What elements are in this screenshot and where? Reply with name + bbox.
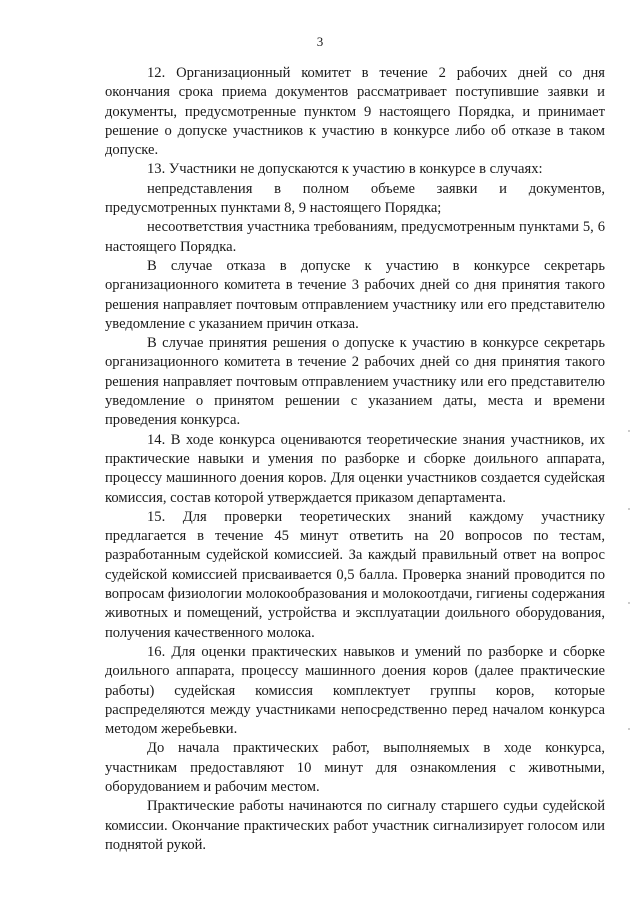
scan-artifact — [628, 728, 630, 730]
paragraph-refusal-notice: В случае отказа в допуске к участию в конкурсе секретарь организационного комитета в течение 3 рабочих дней со дня принятия такого решения направляет почтовым отправлением участнику или его представителю уведомление с указанием причин отказа. — [105, 257, 605, 332]
paragraph-14: 14. В ходе конкурса оцениваются теоретические знания участников, их практические навыки и умения по разборке и сборке доильного аппарата, процессу машинного доения коров. Для оценки участников создается судейская комиссия, состав которой утверждается приказом департамента. — [105, 431, 605, 506]
paragraph-practical-start: Практические работы начинаются по сигналу старшего судьи судейской комиссии. Окончание практических работ участник сигнализирует голосом или поднятой рукой. — [105, 798, 605, 853]
page-number: 3 — [316, 34, 324, 49]
scan-artifact — [628, 430, 630, 432]
paragraph-13-item-2: несоответствия участника требованиям, предусмотренным пунктами 5, 6 настоящего Порядка. — [105, 219, 605, 255]
paragraph-13-item-1: непредставления в полном объеме заявки и документов, предусмотренных пунктами 8, 9 настоящего Порядка; — [105, 180, 605, 217]
paragraph-admission-notice: В случае принятия решения о допуске к участию в конкурсе секретарь организационного комитета в течение 2 рабочих дней со дня принятия такого решения направляет почтовым отправлением участнику или его представителю уведомление о принятом решении с указанием даты, места и времени проведения конкурса. — [105, 335, 605, 429]
paragraph-13: 13. Участники не допускаются к участию в конкурсе в случаях: — [147, 161, 543, 178]
scan-artifact — [628, 508, 630, 510]
paragraph-preparation: До начала практических работ, выполняемых в ходе конкурса, участникам предоставляют 10 минут для ознакомления с животными, оборудованием и рабочим местом. — [105, 740, 605, 795]
paragraph-15: 15. Для проверки теоретических знаний каждому участнику предлагается в течение 45 минут ответить на 20 вопросов по тестам, разработанным судейской комиссией. За каждый правильный ответ на вопрос судейской комиссией присваивается 0,5 балла. Проверка знаний проводится по вопросам физиологии молокообразования и молокоотдачи, гигиены содержания животных и помещений, устройства и эксплуатации доильного оборудования, получения качественного молока. — [105, 508, 605, 641]
document-body — [105, 64, 605, 855]
paragraph-16: 16. Для оценки практических навыков и умений по разборке и сборке доильного аппарата, процессу машинного доения коров (далее практические работы) судейская комиссия комплектует группы коров, которые распределяются между участниками непосредственно перед началом конкурса методом жеребьевки. — [105, 643, 605, 738]
paragraph-12: 12. Организационный комитет в течение 2 рабочих дней со дня окончания срока приема документов рассматривает поступившие заявки и документы, предусмотренные пунктом 9 настоящего Порядка, и принимает решение о допуске участников к участию в конкурсе либо об отказе в таком допуске. — [105, 65, 605, 159]
scan-artifact — [628, 602, 630, 604]
